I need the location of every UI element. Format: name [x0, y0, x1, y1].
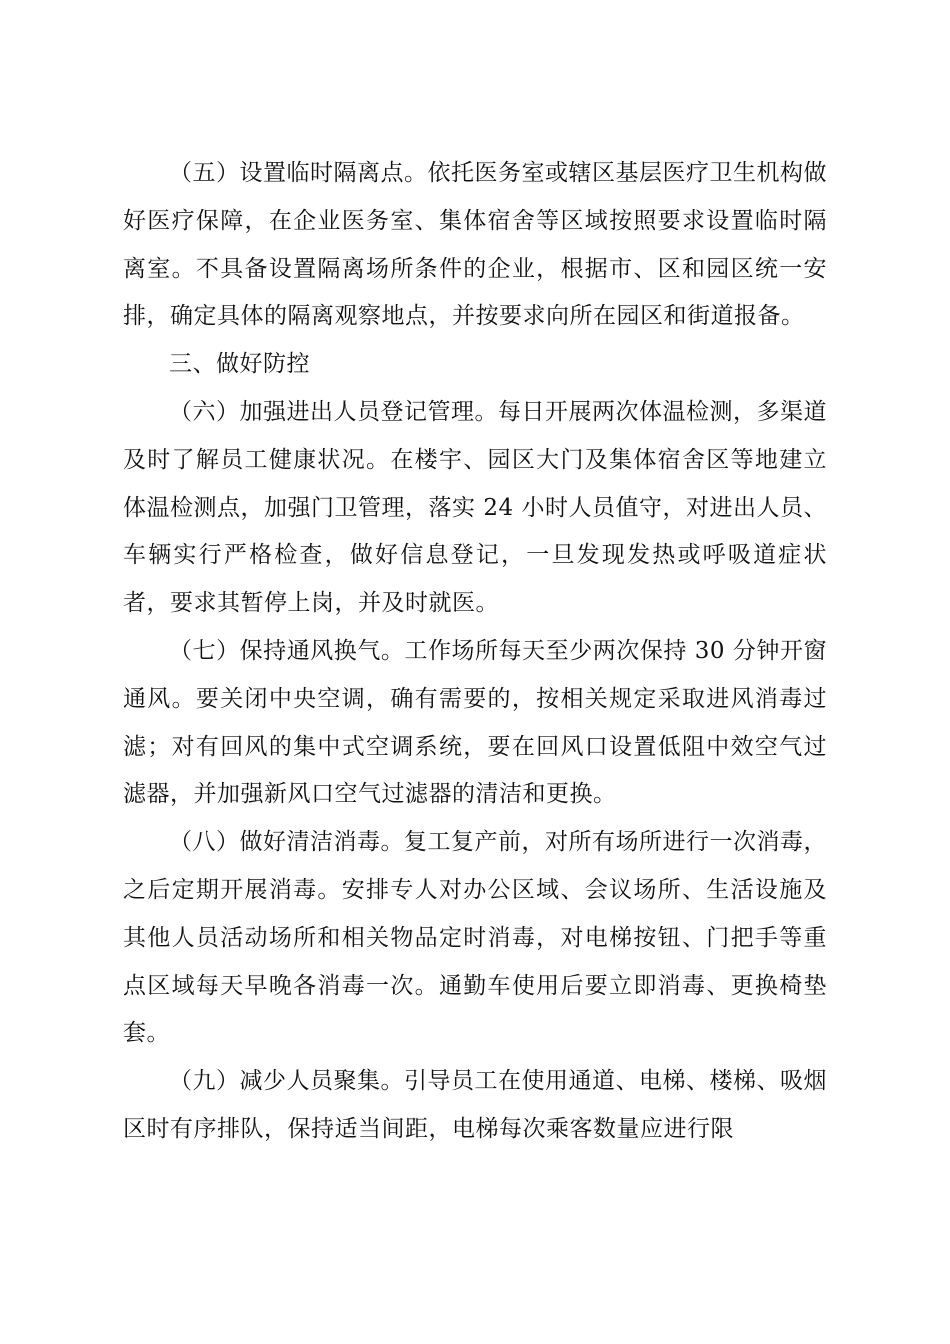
section-heading-prevention: 三、做好防控	[169, 351, 310, 378]
paragraph-temporary-isolation: （五）设置临时隔离点。依托医务室或辖区基层医疗卫生机构做好医疗保障，在企业医务室、集体宿舍等区域按照要求设置临时隔离室。不具备设置隔离场所条件的企业，根据市、区和园区统一安排，确定具体的隔离观察地点，并按要求向所在园区和街道报备。	[123, 160, 827, 330]
paragraph-reduce-gathering: （九）减少人员聚集。引导员工在使用通道、电梯、楼梯、吸烟区时有序排队，保持适当间距，电梯每次乘客数量应进行限	[123, 1068, 827, 1142]
paragraph-ventilation: （七）保持通风换气。工作场所每天至少两次保持 30 分钟开窗通风。要关闭中央空调，确有需要的，按相关规定采取进风消毒过滤；对有回风的集中式空调系统，要在回风口设置低阻中效空气过滤器，并加强新风口空气过滤器的清洁和更换。	[123, 637, 827, 808]
paragraph-personnel-registration: （六）加强进出人员登记管理。每日开展两次体温检测，多渠道及时了解员工健康状况。在楼宇、园区大门及集体宿舍区等地建立体温检测点，加强门卫管理，落实 24 小时人员值守，对进出人员、车辆实行严格检查，做好信息登记，一旦发现发热或呼吸道症状者，要求其暂停上岗，并及时就医。	[123, 398, 827, 617]
paragraph-cleaning-disinfection: （八）做好清洁消毒。复工复产前，对所有场所进行一次消毒，之后定期开展消毒。安排专人对办公区域、会议场所、生活设施及其他人员活动场所和相关物品定时消毒，对电梯按钮、门把手等重点区域每天早晚各消毒一次。通勤车使用后要立即消毒、更换椅垫套。	[123, 829, 827, 1047]
document-body	[123, 150, 827, 1154]
